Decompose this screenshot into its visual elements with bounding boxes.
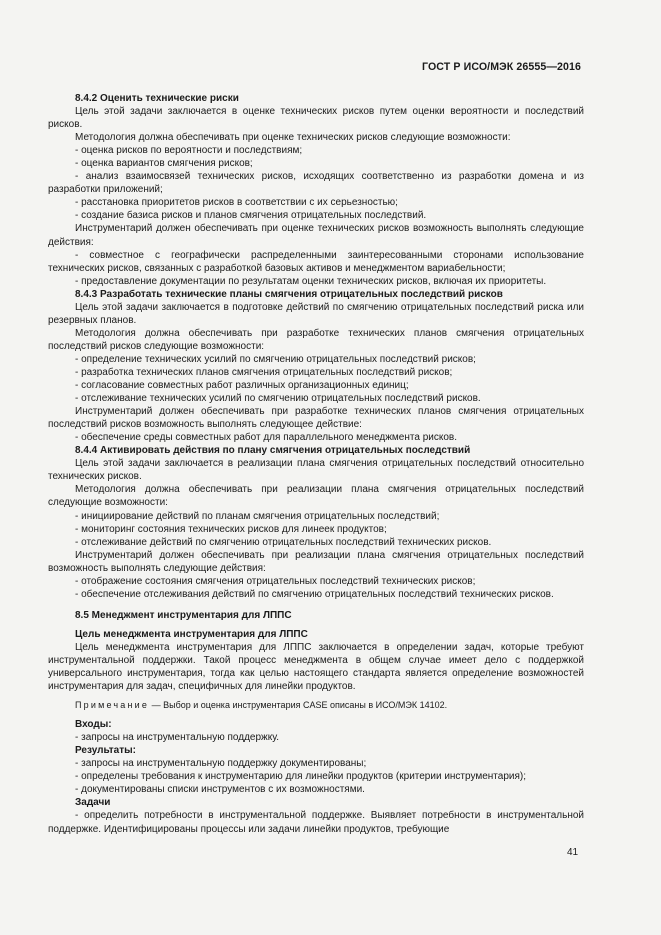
outputs-heading: Результаты:	[75, 745, 136, 757]
note-label: Примечание	[75, 700, 150, 711]
list-item: - разработка технических планов смягчения отрицательных последствий рисков;	[75, 366, 453, 378]
note-text: — Выбор и оценка инструментария CASE описаны в ИСО/МЭК 14102.	[151, 700, 448, 711]
section-heading-8-5: 8.5 Менеджмент инструментария для ЛППС	[75, 609, 292, 621]
section-heading-8-4-2: 8.4.2 Оценить технические риски	[75, 93, 239, 104]
section-heading-8-4-3: 8.4.3 Разработать технические планы смягчения отрицательных последствий рисков	[75, 288, 503, 300]
list-item: - мониторинг состояния технических рисков для линеек продуктов;	[75, 523, 387, 535]
body-paragraph: Инструментарий должен обеспечивать при реализации плана смягчения отрицательных последствий возможность выполнять следующие действия:	[48, 549, 584, 574]
list-item: - отслеживание технических усилий по смягчению отрицательных последствий рисков.	[75, 393, 481, 405]
list-item: - отслеживание действий по смягчению отрицательных последствий технических рисков.	[75, 536, 492, 548]
list-item: - запросы на инструментальную поддержку.	[75, 732, 279, 744]
note-paragraph	[48, 699, 584, 712]
body-paragraph: Методология должна обеспечивать при оценке технических рисков следующие возможности:	[75, 132, 511, 144]
body-paragraph: Инструментарий должен обеспечивать при разработке технических планов смягчения отрицательных последствий рисков возможность выполнять следующее действие:	[48, 406, 584, 431]
list-item: - инициирование действий по планам смягчения отрицательных последствий;	[75, 510, 440, 522]
list-item: - оценка рисков по вероятности и последствиям;	[75, 145, 303, 157]
page-number: 41	[567, 847, 579, 858]
list-item: - определены требования к инструментарию для линейки продуктов (критерии инструментария);	[75, 771, 527, 783]
page-body	[48, 92, 584, 836]
list-item: - анализ взаимосвязей технических рисков, исходящих соответственно из разработки домена и из разработки приложений;	[48, 171, 584, 196]
list-item: - определение технических усилий по смягчению отрицательных последствий рисков;	[75, 353, 476, 365]
list-item: - определить потребности в инструментальной поддержке. Выявляет потребности в инструментальной поддержке. Идентифицированы процессы или задачи линейки продуктов, требующие	[48, 810, 584, 835]
body-paragraph: Цель этой задачи заключается в оценке технических рисков путем оценки вероятности и последствий рисков.	[48, 106, 584, 131]
body-paragraph: Цель этой задачи заключается в реализации плана смягчения отрицательных последствий относительно технических рисков.	[48, 458, 584, 483]
list-item: - согласование совместных работ различных организационных единиц;	[75, 380, 409, 392]
document-header: ГОСТ Р ИСО/МЭК 26555—2016	[422, 61, 581, 73]
body-paragraph: Инструментарий должен обеспечивать при оценке технических рисков возможность выполнять следующие действия:	[48, 223, 584, 248]
spacer	[48, 601, 584, 609]
section-heading-8-4-4: 8.4.4 Активировать действия по плану смягчения отрицательных последствий	[75, 445, 471, 457]
list-item: - расстановка приоритетов рисков в соответствии с их серьезностью;	[75, 197, 398, 209]
list-item: - совместное с географически распределенными заинтересованными сторонами использование технических рисков, связанных с разработкой базовых активов и менеджментом вариабельности;	[48, 249, 584, 274]
body-paragraph: Цель менеджмента инструментария для ЛППС заключается в определении задач, которые требуют инструментальной поддержки. Такой процесс менеджмента в общем случае имеет дело с поддержкой универсального инструментария, тогда как целью настоящего стандарта является определение возможностей инструментария для задач, специфичных для линейки продуктов.	[48, 641, 584, 693]
list-item: - отображение состояния смягчения отрицательных последствий технических рисков;	[75, 575, 476, 587]
list-item: - документированы списки инструментов с их возможностями.	[75, 784, 365, 796]
list-item: - создание базиса рисков и планов смягчения отрицательных последствий.	[75, 210, 427, 222]
inputs-heading: Входы:	[75, 719, 112, 731]
body-paragraph: Цель этой задачи заключается в подготовке действий по смягчению отрицательных последствий риска или резервных планов.	[48, 301, 584, 326]
body-paragraph: Методология должна обеспечивать при разработке технических планов смягчения отрицательных последствий рисков следующие возможности:	[48, 327, 584, 352]
list-item: - оценка вариантов смягчения рисков;	[75, 158, 253, 170]
list-item: - обеспечение среды совместных работ для параллельного менеджмента рисков.	[75, 432, 457, 444]
list-item: - обеспечение отслеживания действий по смягчению отрицательных последствий технических рисков.	[75, 588, 554, 600]
tasks-heading: Задачи	[75, 797, 111, 809]
subsection-heading: Цель менеджмента инструментария для ЛППС	[75, 628, 308, 640]
list-item: - запросы на инструментальную поддержку документированы;	[75, 758, 367, 770]
list-item: - предоставление документации по результатам оценки технических рисков, включая их приоритеты.	[75, 275, 547, 287]
body-paragraph: Методология должна обеспечивать при реализации плана смягчения отрицательных последствий следующие возможности:	[48, 484, 584, 509]
